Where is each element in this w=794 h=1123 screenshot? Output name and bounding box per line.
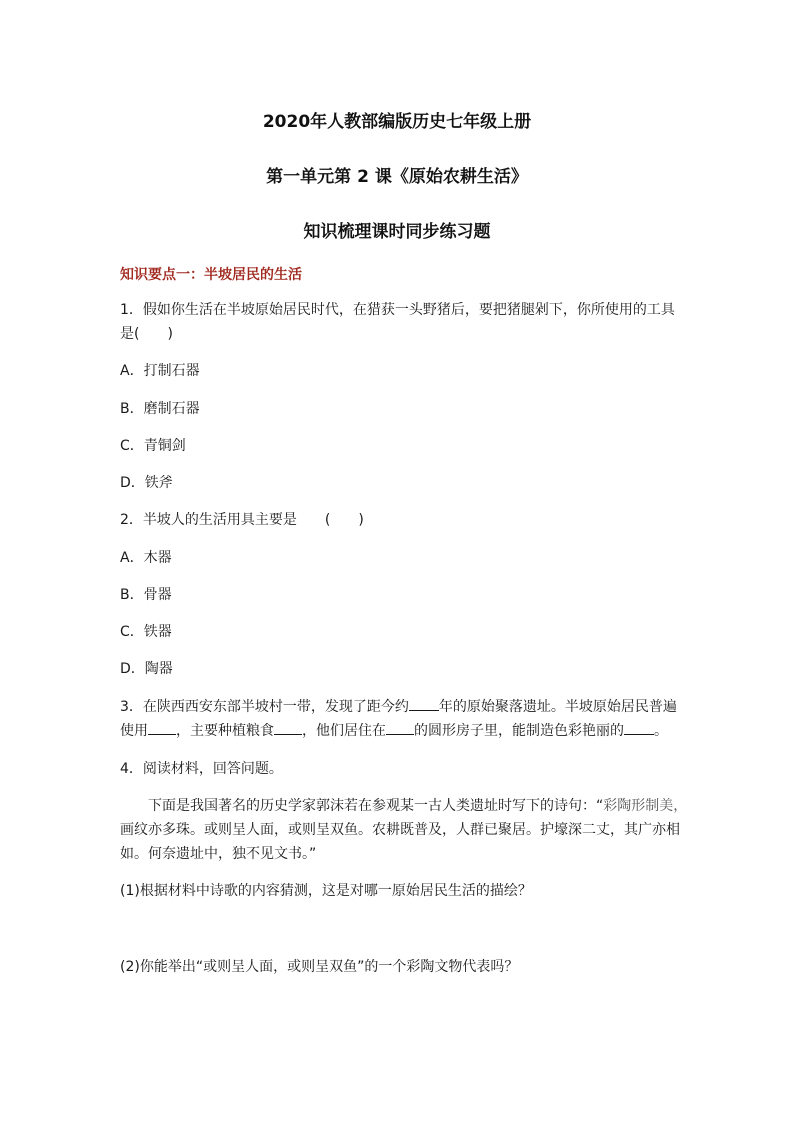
question-3-segment: 。	[654, 723, 668, 739]
answer-blank[interactable]	[409, 695, 439, 711]
exercise-title: 知识梳理课时同步练习题	[303, 222, 491, 242]
answer-blank[interactable]	[274, 719, 302, 735]
material-paragraph-line: 如。何奈遗址中，独不见文书。”	[120, 846, 317, 862]
question-3-segment: ，他们居住在	[302, 723, 386, 739]
question-2-text: 2．半坡人的生活用具主要是 ( )	[120, 512, 364, 528]
question-1-option-c: C．青铜剑	[120, 438, 186, 454]
material-paragraph-line: 画纹亦多珠。或则呈人面，或则呈双鱼。农耕既普及，人群已聚居。护壕深二丈，其广亦相	[120, 822, 680, 838]
question-2-option-a: A．木器	[120, 550, 172, 566]
question-1-option-d: D．铁斧	[120, 475, 173, 491]
question-2-option-b: B．骨器	[120, 587, 172, 603]
question-1-text-cont: 是( )	[120, 326, 173, 342]
question-3-segment: 3．在陕西西安东部半坡村一带，发现了距今约	[120, 699, 409, 715]
lesson-title: 第一单元第 2 课《原始农耕生活》	[266, 167, 528, 187]
question-1-option-a: A．打制石器	[120, 363, 200, 379]
question-3-text	[120, 695, 677, 719]
question-3-text-cont	[120, 719, 668, 743]
question-3-segment: ，主要种植粮食	[176, 723, 274, 739]
question-3-segment: 年的原始聚落遗址。半坡原始居民普遍	[438, 699, 677, 715]
question-4-text: 4．阅读材料，回答问题。	[120, 761, 283, 777]
question-3-segment: 的圆形房子里，能制造色彩艳丽的	[414, 723, 624, 739]
question-1-text: 1．假如你生活在半坡原始居民时代，在猎获一头野猪后，要把猪腿剁下，你所使用的工具	[120, 302, 675, 318]
sub-question-1: (1)根据材料中诗歌的内容猜测，这是对哪一原始居民生活的描绘？	[120, 883, 532, 899]
material-paragraph	[148, 794, 687, 818]
answer-blank[interactable]	[386, 719, 414, 735]
section-heading: 知识要点一：半坡居民的生活	[120, 267, 302, 283]
material-poem: 彩陶形制美，	[603, 798, 688, 814]
question-2-option-c: C．铁器	[120, 624, 172, 640]
question-1-option-b: B．磨制石器	[120, 401, 200, 417]
question-3-segment: 使用	[120, 723, 148, 739]
material-intro: 下面是我国著名的历史学家郭沫若在参观某一古人类遗址时写下的诗句：“	[148, 798, 604, 814]
answer-blank[interactable]	[624, 719, 654, 735]
answer-blank[interactable]	[148, 719, 176, 735]
sub-question-2: (2)你能举出“或则呈人面，或则呈双鱼”的一个彩陶文物代表吗？	[120, 959, 519, 975]
document-title: 2020年人教部编版历史七年级上册	[262, 112, 532, 132]
question-2-option-d: D．陶器	[120, 661, 173, 677]
